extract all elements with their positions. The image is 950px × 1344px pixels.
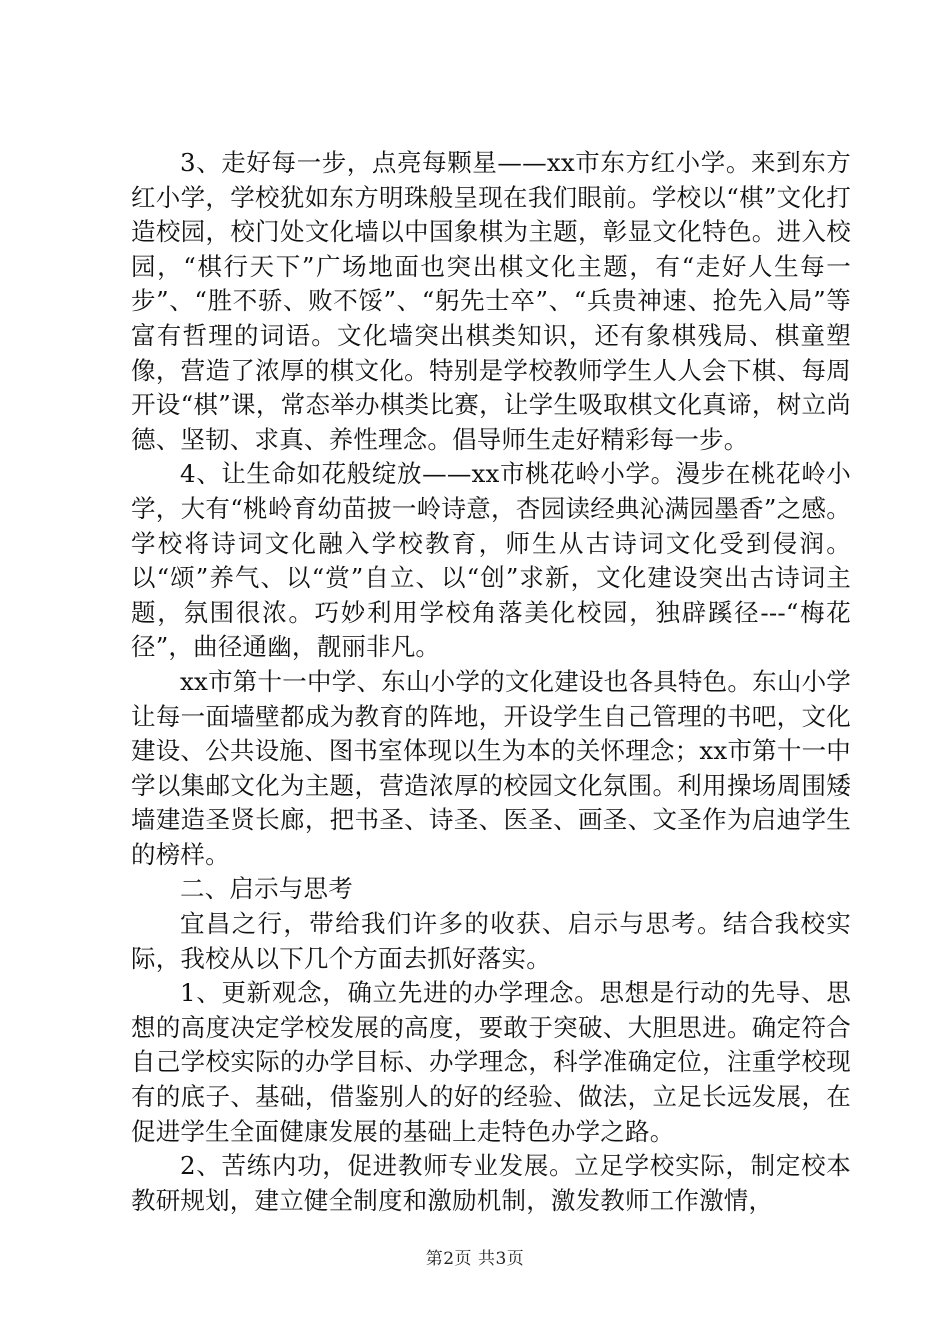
paragraph-intro: 宜昌之行，带给我们许多的收获、启示与思考。结合我校实际，我校从以下几个方面去抓好落实。 <box>131 909 851 973</box>
paragraph-school-4: 4、让生命如花般绽放——xx市桃花岭小学。漫步在桃花岭小学，大有“桃岭育幼苗披一岭诗意，杏园读经典沁满园墨香”之感。学校将诗词文化融入学校教育，师生从古诗词文化受到侵润。以“颂”养气、以“赏”自立、以“创”求新，文化建设突出古诗词主题，氛围很浓。巧妙利用学校角落美化校园，独辟蹊径---“梅花径”，曲径通幽，靓丽非凡。 <box>131 459 851 662</box>
section-heading: 二、启示与思考 <box>180 874 353 904</box>
paragraph-point-2: 2、苦练内功，促进教师专业发展。立足学校实际，制定校本教研规划，建立健全制度和激励机制，激发教师工作激情， <box>131 1151 851 1215</box>
paragraph-point-1: 1、更新观念，确立先进的办学理念。思想是行动的先导、思想的高度决定学校发展的高度，要敢于突破、大胆思进。确定符合自己学校实际的办学目标、办学理念，科学准确定位，注重学校现有的底子、基础，借鉴别人的好的经验、做法，立足长远发展，在促进学生全面健康发展的基础上走特色办学之路。 <box>131 978 851 1146</box>
page-number-footer: 第2页 共3页 <box>425 1249 525 1269</box>
paragraph-other-schools: xx市第十一中学、东山小学的文化建设也各具特色。东山小学让每一面墙壁都成为教育的阵地，开设学生自己管理的书吧，文化建设、公共设施、图书室体现以生为本的关怀理念；xx市第十一中学以集邮文化为主题，营造浓厚的校园文化氛围。利用操场周围矮墙建造圣贤长廊，把书圣、诗圣、医圣、画圣、文圣作为启迪学生的榜样。 <box>131 666 851 869</box>
document-body <box>131 146 851 1218</box>
paragraph-school-3: 3、走好每一步，点亮每颗星——xx市东方红小学。来到东方红小学，学校犹如东方明珠般呈现在我们眼前。学校以“棋”文化打造校园，校门处文化墙以中国象棋为主题，彰显文化特色。进入校园，“棋行天下”广场地面也突出棋文化主题，有“走好人生每一步”、“胜不骄、败不馁”、“躬先士卒”、“兵贵神速、抢先入局”等富有哲理的词语。文化墙突出棋类知识，还有象棋残局、棋童塑像，营造了浓厚的棋文化。特别是学校教师学生人人会下棋、每周开设“棋”课，常态举办棋类比赛，让学生吸取棋文化真谛，树立尚德、坚韧、求真、养性理念。倡导师生走好精彩每一步。 <box>131 148 851 454</box>
